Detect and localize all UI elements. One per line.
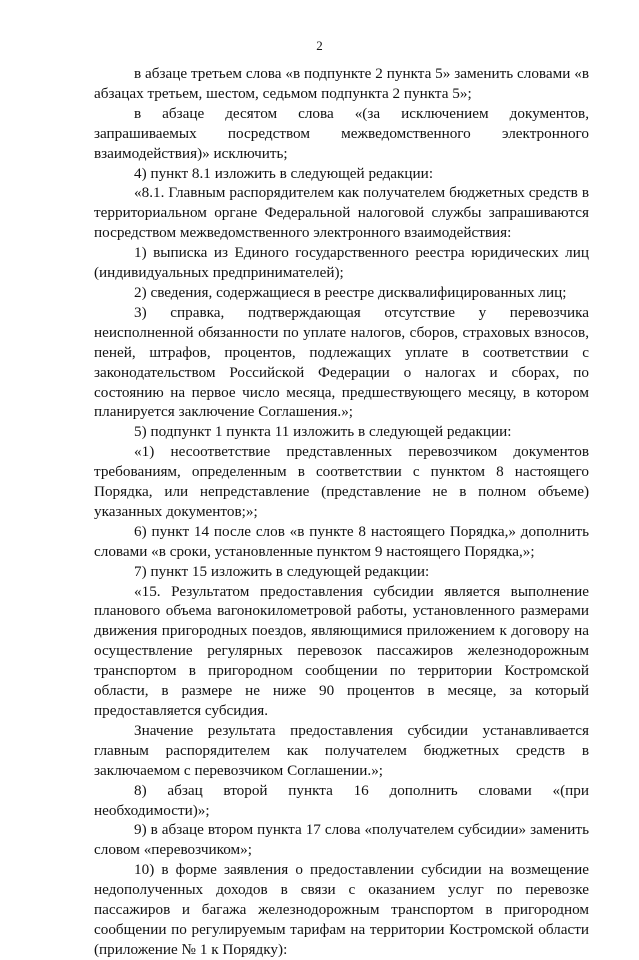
- paragraph-4: «8.1. Главным распорядителем как получателем бюджетных средств в территориальном органе Федеральной налоговой службы запрашиваются посредством межведомственного электронного взаимодействия:: [94, 184, 589, 242]
- paragraph-2: в абзаце десятом слова «(за исключением документов, запрашиваемых посредством межведомственного электронного взаимодействия)» исключить;: [94, 104, 589, 162]
- paragraph-11: 7) пункт 15 изложить в следующей редакции:: [134, 562, 430, 580]
- paragraph-10: 6) пункт 14 после слов «в пункте 8 настоящего Порядка,» дополнить словами «в сроки, установленные пунктом 9 настоящего Порядка,»;: [94, 522, 589, 560]
- document-body: [94, 64, 589, 960]
- paragraph-15: 9) в абзаце втором пункта 17 слова «получателем субсидии» заменить словом «перевозчиком»;: [94, 821, 589, 859]
- paragraph-13: Значение результата предоставления субсидии устанавливается главным распорядителем как получателем бюджетных средств в заключаемом с перевозчиком Соглашении.»;: [94, 721, 589, 779]
- paragraph-9: «1) несоответствие представленных перевозчиком документов требованиям, определенным в соответствии с пунктом 8 настоящего Порядка, или непредставление (представление не в полном объеме) указанных документов;»;: [94, 443, 589, 520]
- paragraph-6: 2) сведения, содержащиеся в реестре дисквалифицированных лиц;: [134, 283, 567, 301]
- paragraph-7: 3) справка, подтверждающая отсутствие у перевозчика неисполненной обязанности по уплате налогов, сборов, страховых взносов, пеней, штрафов, процентов, подлежащих уплате в соответствии с законодательством Российской Федерации о налогах и сборах, по состоянию на первое число месяца, предшествующего месяцу, в котором планируется заключение Соглашения.»;: [94, 303, 589, 421]
- paragraph-14: 8) абзац второй пункта 16 дополнить словами «(при необходимости)»;: [94, 781, 589, 819]
- paragraph-12: «15. Результатом предоставления субсидии является выполнение планового объема вагонокилометровой работы, установленного размерами движения пригородных поездов, являющимися приложением к договору на осуществление регулярных перевозок пассажиров железнодорожным транспортом в пригородном сообщении по территории Костромской области, в размере не ниже 90 процентов в месяце, за который предоставляется субсидия.: [94, 582, 589, 719]
- page-number: 2: [316, 38, 323, 53]
- paragraph-3: 4) пункт 8.1 изложить в следующей редакции:: [134, 164, 434, 182]
- paragraph-8: 5) подпункт 1 пункта 11 изложить в следующей редакции:: [134, 423, 512, 441]
- paragraph-1: в абзаце третьем слова «в подпункте 2 пункта 5» заменить словами «в абзацах третьем, шестом, седьмом подпункта 2 пункта 5»;: [94, 65, 589, 102]
- paragraph-16: 10) в форме заявления о предоставлении субсидии на возмещение недополученных доходов в связи с оказанием услуг по перевозке пассажиров и багажа железнодорожным транспортом в пригородном сообщении по регулируемым тарифам на территории Костромской области (приложение № 1 к Порядку):: [94, 861, 589, 958]
- paragraph-5: 1) выписка из Единого государственного реестра юридических лиц (индивидуальных предпринимателей);: [94, 244, 589, 282]
